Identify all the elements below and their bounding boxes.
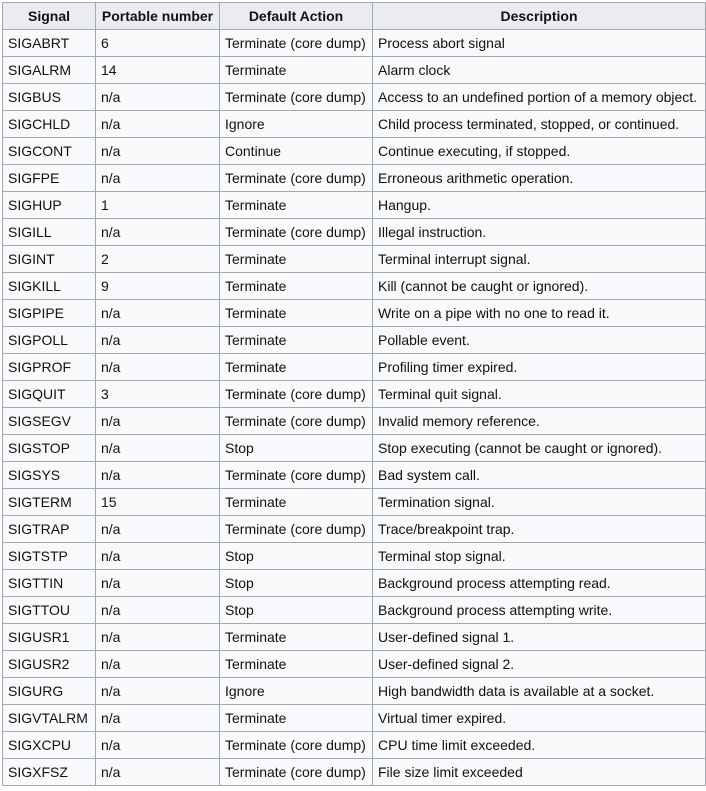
cell-signal: SIGTERM: [3, 489, 96, 516]
cell-description: Trace/breakpoint trap.: [373, 516, 706, 543]
table-row: [3, 597, 706, 624]
table-row: [3, 570, 706, 597]
table-row: [3, 381, 706, 408]
cell-portable-number: n/a: [96, 651, 220, 678]
cell-portable-number: n/a: [96, 327, 220, 354]
cell-default-action: Terminate: [220, 327, 373, 354]
cell-portable-number: 15: [96, 489, 220, 516]
cell-default-action: Continue: [220, 138, 373, 165]
cell-description: Virtual timer expired.: [373, 705, 706, 732]
table-row: [3, 327, 706, 354]
cell-signal: SIGHUP: [3, 192, 96, 219]
cell-default-action: Terminate (core dump): [220, 381, 373, 408]
cell-portable-number: 2: [96, 246, 220, 273]
cell-portable-number: n/a: [96, 462, 220, 489]
table-header-row: [3, 3, 706, 30]
header-signal: Signal: [3, 3, 96, 30]
cell-portable-number: n/a: [96, 570, 220, 597]
table-row: [3, 300, 706, 327]
cell-signal: SIGSTOP: [3, 435, 96, 462]
header-default-action: Default Action: [220, 3, 373, 30]
cell-default-action: Terminate (core dump): [220, 84, 373, 111]
cell-portable-number: 6: [96, 30, 220, 57]
table-row: [3, 732, 706, 759]
cell-default-action: Terminate: [220, 705, 373, 732]
cell-description: Access to an undefined portion of a memory object.: [373, 84, 706, 111]
cell-portable-number: n/a: [96, 84, 220, 111]
cell-portable-number: n/a: [96, 678, 220, 705]
table-row: [3, 273, 706, 300]
table-row: [3, 678, 706, 705]
cell-default-action: Stop: [220, 597, 373, 624]
cell-description: Terminal interrupt signal.: [373, 246, 706, 273]
table-row: [3, 219, 706, 246]
cell-portable-number: n/a: [96, 138, 220, 165]
cell-default-action: Terminate (core dump): [220, 462, 373, 489]
cell-default-action: Terminate (core dump): [220, 759, 373, 786]
cell-signal: SIGURG: [3, 678, 96, 705]
table-row: [3, 435, 706, 462]
cell-default-action: Terminate (core dump): [220, 516, 373, 543]
cell-description: Continue executing, if stopped.: [373, 138, 706, 165]
cell-description: Process abort signal: [373, 30, 706, 57]
cell-portable-number: n/a: [96, 165, 220, 192]
cell-portable-number: n/a: [96, 300, 220, 327]
cell-portable-number: n/a: [96, 624, 220, 651]
cell-description: Erroneous arithmetic operation.: [373, 165, 706, 192]
cell-default-action: Ignore: [220, 678, 373, 705]
cell-default-action: Terminate (core dump): [220, 732, 373, 759]
cell-signal: SIGPROF: [3, 354, 96, 381]
cell-description: User-defined signal 2.: [373, 651, 706, 678]
cell-portable-number: 1: [96, 192, 220, 219]
table-row: [3, 408, 706, 435]
cell-signal: SIGPOLL: [3, 327, 96, 354]
table-row: [3, 84, 706, 111]
cell-portable-number: n/a: [96, 408, 220, 435]
cell-portable-number: n/a: [96, 354, 220, 381]
table-row: [3, 138, 706, 165]
signals-table: [2, 2, 706, 786]
table-row: [3, 57, 706, 84]
cell-portable-number: 9: [96, 273, 220, 300]
cell-description: Background process attempting write.: [373, 597, 706, 624]
cell-default-action: Stop: [220, 570, 373, 597]
cell-signal: SIGABRT: [3, 30, 96, 57]
table-row: [3, 246, 706, 273]
cell-description: Profiling timer expired.: [373, 354, 706, 381]
cell-signal: SIGVTALRM: [3, 705, 96, 732]
cell-signal: SIGXFSZ: [3, 759, 96, 786]
table-row: [3, 759, 706, 786]
cell-description: File size limit exceeded: [373, 759, 706, 786]
cell-signal: SIGCONT: [3, 138, 96, 165]
header-description: Description: [373, 3, 706, 30]
table-row: [3, 354, 706, 381]
cell-signal: SIGUSR2: [3, 651, 96, 678]
table-row: [3, 516, 706, 543]
cell-description: Background process attempting read.: [373, 570, 706, 597]
cell-default-action: Terminate: [220, 489, 373, 516]
cell-signal: SIGILL: [3, 219, 96, 246]
cell-description: Terminal stop signal.: [373, 543, 706, 570]
cell-description: Write on a pipe with no one to read it.: [373, 300, 706, 327]
cell-signal: SIGSEGV: [3, 408, 96, 435]
cell-portable-number: n/a: [96, 111, 220, 138]
cell-portable-number: n/a: [96, 732, 220, 759]
cell-default-action: Stop: [220, 543, 373, 570]
cell-description: Invalid memory reference.: [373, 408, 706, 435]
cell-default-action: Terminate (core dump): [220, 408, 373, 435]
cell-default-action: Terminate: [220, 624, 373, 651]
cell-description: Child process terminated, stopped, or continued.: [373, 111, 706, 138]
cell-portable-number: n/a: [96, 759, 220, 786]
cell-default-action: Terminate: [220, 651, 373, 678]
cell-default-action: Terminate (core dump): [220, 30, 373, 57]
cell-portable-number: n/a: [96, 543, 220, 570]
cell-signal: SIGSYS: [3, 462, 96, 489]
table-row: [3, 165, 706, 192]
table-row: [3, 462, 706, 489]
cell-signal: SIGTTIN: [3, 570, 96, 597]
cell-portable-number: 3: [96, 381, 220, 408]
cell-signal: SIGTTOU: [3, 597, 96, 624]
table-row: [3, 624, 706, 651]
cell-portable-number: n/a: [96, 219, 220, 246]
table-row: [3, 489, 706, 516]
table-row: [3, 543, 706, 570]
cell-description: CPU time limit exceeded.: [373, 732, 706, 759]
cell-signal: SIGXCPU: [3, 732, 96, 759]
cell-portable-number: n/a: [96, 516, 220, 543]
cell-signal: SIGUSR1: [3, 624, 96, 651]
cell-default-action: Terminate (core dump): [220, 165, 373, 192]
cell-signal: SIGKILL: [3, 273, 96, 300]
cell-description: Illegal instruction.: [373, 219, 706, 246]
table-row: [3, 705, 706, 732]
cell-default-action: Terminate (core dump): [220, 219, 373, 246]
header-portable-number: Portable number: [96, 3, 220, 30]
cell-default-action: Terminate: [220, 246, 373, 273]
cell-description: High bandwidth data is available at a socket.: [373, 678, 706, 705]
cell-signal: SIGQUIT: [3, 381, 96, 408]
table-row: [3, 30, 706, 57]
cell-signal: SIGBUS: [3, 84, 96, 111]
cell-default-action: Ignore: [220, 111, 373, 138]
cell-signal: SIGCHLD: [3, 111, 96, 138]
cell-signal: SIGINT: [3, 246, 96, 273]
cell-description: Terminal quit signal.: [373, 381, 706, 408]
cell-portable-number: 14: [96, 57, 220, 84]
cell-description: Bad system call.: [373, 462, 706, 489]
cell-signal: SIGFPE: [3, 165, 96, 192]
table-row: [3, 651, 706, 678]
table-body: [3, 30, 706, 786]
cell-description: Stop executing (cannot be caught or ignored).: [373, 435, 706, 462]
cell-default-action: Terminate: [220, 354, 373, 381]
cell-default-action: Stop: [220, 435, 373, 462]
cell-description: User-defined signal 1.: [373, 624, 706, 651]
cell-signal: SIGTRAP: [3, 516, 96, 543]
cell-signal: SIGTSTP: [3, 543, 96, 570]
cell-description: Alarm clock: [373, 57, 706, 84]
cell-portable-number: n/a: [96, 705, 220, 732]
cell-description: Hangup.: [373, 192, 706, 219]
cell-default-action: Terminate: [220, 192, 373, 219]
cell-description: Termination signal.: [373, 489, 706, 516]
cell-portable-number: n/a: [96, 435, 220, 462]
cell-default-action: Terminate: [220, 273, 373, 300]
table-row: [3, 111, 706, 138]
cell-signal: SIGALRM: [3, 57, 96, 84]
cell-portable-number: n/a: [96, 597, 220, 624]
cell-description: Kill (cannot be caught or ignored).: [373, 273, 706, 300]
cell-signal: SIGPIPE: [3, 300, 96, 327]
cell-default-action: Terminate: [220, 57, 373, 84]
cell-default-action: Terminate: [220, 300, 373, 327]
cell-description: Pollable event.: [373, 327, 706, 354]
table-row: [3, 192, 706, 219]
